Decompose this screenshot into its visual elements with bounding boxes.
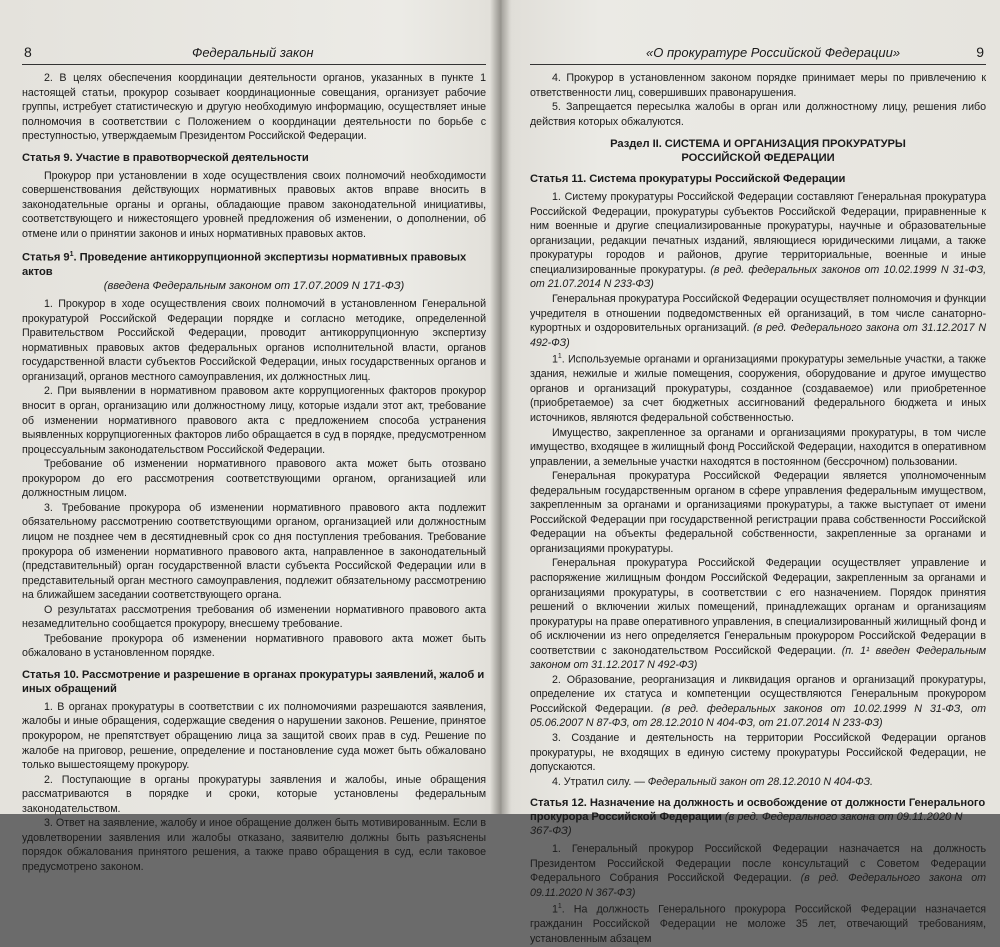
left-page xyxy=(0,0,498,873)
left-body xyxy=(22,71,486,874)
article-9-1-title-sup: 1 xyxy=(69,251,74,259)
article-9-1-note: (введена Федеральным законом от 17.07.2009 N 171-ФЗ) xyxy=(103,280,405,293)
article-9-title: Статья 9. Участие в правотворческой деятельности xyxy=(22,151,309,164)
amendment-note: (в ред. федеральных законов от 10.02.1999 N 31-ФЗ, от 21.07.2014 N 233-ФЗ) xyxy=(530,263,987,291)
article-12-title-text: Статья 12. Назначение на должность и освобождение от должности Генерального прокурора Российской Федерации xyxy=(530,797,986,824)
article-9-1-title-prefix: Статья 9 xyxy=(22,252,70,265)
paragraph xyxy=(530,673,986,731)
right-running-title: «О прокуратуре Российской Федерации» xyxy=(646,45,901,60)
article-9-1-title-rest: . Проведение антикоррупционной экспертизы нормативных правовых актов xyxy=(22,252,467,279)
paragraph: 1. В органах прокуратуры в соответствии с их полномочиями разрешаются заявления, жалобы и иные обращения, содержащие сведения о нарушении законов. Решение, принятое прокурором, не препятствует обращению лица за защитой своих прав в суд. Решение по жалобе на приговор, решение, определение и постановление суда может быть обжаловано только вышестоящему прокурору. xyxy=(22,700,486,772)
paragraph-text: . На должность Генерального прокурора Российской Федерации назначается гражданин Российской Федерации не моложе 35 лет, отвечающий требованиям, установленным абзацем xyxy=(530,903,986,946)
left-running-head xyxy=(22,44,486,65)
paragraph: 2. Поступающие в органы прокуратуры заявления и жалобы, иные обращения рассматриваются в порядке и сроки, которые установлены федеральным законодательством. xyxy=(22,773,486,815)
paragraph: 5. Запрещается пересылка жалобы в орган или должностному лицу, решения либо действия которых обжалуются. xyxy=(530,101,986,128)
paragraph-number: 1 xyxy=(552,903,558,916)
paragraph-number-sup: 1 xyxy=(557,903,562,911)
section-2-title-line1: Раздел II. СИСТЕМА И ОРГАНИЗАЦИЯ ПРОКУРАТУРЫ xyxy=(610,138,906,151)
paragraph xyxy=(530,556,986,672)
paragraph: 3. Требование прокурора об изменении нормативного правового акта подлежит обязательному рассмотрению соответствующими органом, организацией или должностным лицом не позднее чем в десятидневный срок со дня поступления требования. Требование прокурора об изменении нормативного правового акта, направленное в законодательный (представительный) орган государственной власти субъекта Российской Федерации или в представительный орган местного самоуправления, подлежит обязательному рассмотрению на ближайшем заседании соответствующего органа. xyxy=(22,501,486,602)
paragraph: 2. В целях обеспечения координации деятельности органов, указанных в пункте 1 настоящей статьи, прокурор созывает координационные совещания, организует рабочие группы, истребует статистическую и другую необходимую информацию, осуществляет иные полномочия в соответствии с Положением о координации деятельности по борьбе с преступностью, утверждаемым Президентом Российской Федерации. xyxy=(22,72,486,143)
right-page xyxy=(506,0,1000,946)
paragraph-text: 1. Генеральный прокурор Российской Федерации назначается на должность Президентом Российской Федерации после консультаций с Советом Федерации Федерального Собрания Российской Федерации. xyxy=(530,843,986,885)
paragraph: Прокурор при установлении в ходе осуществления своих полномочий необходимости совершенствования действующих нормативных правовых актов вправе вносить в законодательные органы и органы, обладающие правом законодательной инициативы, соответствующего и нижестоящего уровней предложения об изменении, о дополнении, об отмене или о принятии законов и иных нормативных правовых актов. xyxy=(22,169,486,240)
paragraph-text: . Используемые органами и организациями прокуратуры земельные участки, а также здания, нежилые и жилые помещения, сооружения, оборудование и другое имущество органов и организаций прокуратуры, созданное (создаваемое) или приобретенное (приобретаемое) за счет бюджетных ассигнований федерального бюджета и иных источников, являются федеральной собственностью. xyxy=(530,353,986,424)
section-2-title xyxy=(530,137,986,165)
amendment-note: (в ред. Федерального закона от 31.12.2017 N 492-ФЗ) xyxy=(530,322,986,349)
left-page-number: 8 xyxy=(24,44,32,60)
right-body xyxy=(530,71,986,947)
right-running-head xyxy=(530,44,986,65)
paragraph-text: Генеральная прокуратура Российской Федерации осуществляет полномочия и функции учредителя в отношении подведомственных ей организаций, в том числе санаторно-курортных и оздоровительных организаций. xyxy=(530,293,986,335)
paragraph-text: Генеральная прокуратура Российской Федерации осуществляет управление и распоряжение жилищным фондом Российской Федерации, закрепленным за органами и организациями прокуратуры, в соответствии с его назначением. Порядок принятия решений о включении жилых помещений, принадлежащих органам и организациям прокуратуры на праве оперативного управления, в специализированный жилищный фонд и об исключении из него определяется Генеральным прокурором Российской Федерации в соответствии с законодательством Российской Федерации. xyxy=(530,557,986,657)
article-10-title: Статья 10. Рассмотрение и разрешение в органах прокуратуры заявлений, жалоб и иных обращений xyxy=(22,668,485,695)
paragraph: 3. Создание и деятельность на территории Российской Федерации органов прокуратуры, не входящих в единую систему прокуратуры Российской Федерации, не допускаются. xyxy=(530,731,986,774)
paragraph xyxy=(530,775,986,790)
paragraph-text: 2. Образование, реорганизация и ликвидация органов и организаций прокуратуры, определение их статуса и компетенции осуществляются Генеральным прокурором Российской Федерации. xyxy=(530,673,986,715)
paragraph-text: 4. Утратил силу. — xyxy=(552,775,645,788)
paragraph: Требование об изменении нормативного правового акта может быть отозвано прокурором до его рассмотрения соответствующими органом, организацией или должностным лицом. xyxy=(22,458,486,500)
article-9-1-title xyxy=(22,248,486,293)
article-12-title xyxy=(530,796,986,838)
paragraph: Требование прокурора об изменении нормативного правового акта может быть обжаловано в установленном порядке. xyxy=(22,632,486,660)
amendment-note: Федеральный закон от 28.12.2010 N 404-ФЗ. xyxy=(647,775,873,788)
section-2-title-line2: РОССИЙСКОЙ ФЕДЕРАЦИИ xyxy=(681,152,835,165)
paragraph-number: 1 xyxy=(552,353,558,366)
paragraph xyxy=(530,190,986,292)
paragraph-text: 1. Систему прокуратуры Российской Федерации составляют Генеральная прокуратура Российской Федерации, прокуратуры субъектов Российской Федерации, приравненные к ним военные и другие специализированные прокуратуры, научные и образовательные организации, редакции печатных изданий, являющиеся юридическими лицами, а также прокуратуры городов и районов, другие территориальные, военные и иные специализированные прокуратуры. xyxy=(530,191,986,276)
paragraph xyxy=(530,350,986,425)
paragraph-number-sup: 1 xyxy=(557,353,562,361)
right-page-number: 9 xyxy=(976,44,984,60)
paragraph: 2. При выявлении в нормативном правовом акте коррупциогенных факторов прокурор вносит в орган, организацию или должностному лицу, которые издали этот акт, требование об изменении нормативного правового акта с предложением способа устранения выявленных коррупциогенных факторов либо обращается в суд в порядке, предусмотренном процессуальным законодательством Российской Федерации. xyxy=(22,385,486,456)
paragraph xyxy=(530,842,986,900)
paragraph: 4. Прокурор в установленном законом порядке принимает меры по привлечению к ответственности лиц, совершивших правонарушения. xyxy=(530,72,986,99)
paragraph: 1. Прокурор в ходе осуществления своих полномочий в установленном Генеральной прокуратурой Российской Федерации порядке и согласно методике, определенной Правительством Российской Федерации, проводит антикоррупционную экспертизу нормативных правовых актов федеральных органов исполнительной власти, органов государственной власти субъектов Российской Федерации, иных государственных органов и организаций, органов местного самоуправления, их должностных лиц. xyxy=(22,298,486,383)
paragraph xyxy=(530,900,986,946)
paragraph: О результатах рассмотрения требования об изменении нормативного правового акта незамедлительно сообщается прокурору, внесшему требование. xyxy=(22,603,486,631)
paragraph: Генеральная прокуратура Российской Федерации является уполномоченным федеральным государственным органом в сфере управления федеральным имуществом, закрепленным за органами и организациями прокуратуры, а также выступает от имени Российской Федерации при государственной регистрации права собственности Российской Федерации на объекты федеральной собственности, закрепленные за органами и организациями прокуратуры. xyxy=(530,470,986,555)
article-11-title: Статья 11. Система прокуратуры Российской Федерации xyxy=(530,173,846,186)
left-running-title: Федеральный закон xyxy=(192,45,314,60)
article-12-note: (в ред. Федерального закона от 09.11.2020 N 367-ФЗ) xyxy=(530,811,963,838)
amendment-note: (п. 1¹ введен Федеральным законом от 31.12.2017 N 492-ФЗ) xyxy=(530,644,986,672)
paragraph xyxy=(530,292,986,350)
paragraph: Имущество, закрепленное за органами и организациями прокуратуры, в том числе имущество, входящее в жилищный фонд Российской Федерации, находится в оперативном управлении, а земельные участки находятся в постоянном (бессрочном) пользовании. xyxy=(530,426,986,468)
paragraph: 3. Ответ на заявление, жалобу и иное обращение должен быть мотивированным. Если в удовлетворении заявления или жалобы отказано, заявителю должны быть разъяснены порядок обжалования принятого решения, а также право обращения в суд, если таковое предусмотрено законом. xyxy=(22,817,486,873)
amendment-note: (в ред. федеральных законов от 10.02.1999 N 31-ФЗ, от 05.06.2007 N 87-ФЗ, от 28.12.2010 N 404-ФЗ, от 21.07.2014 N 233-ФЗ) xyxy=(530,702,986,730)
amendment-note: (в ред. Федерального закона от 09.11.2020 N 367-ФЗ) xyxy=(530,872,987,899)
